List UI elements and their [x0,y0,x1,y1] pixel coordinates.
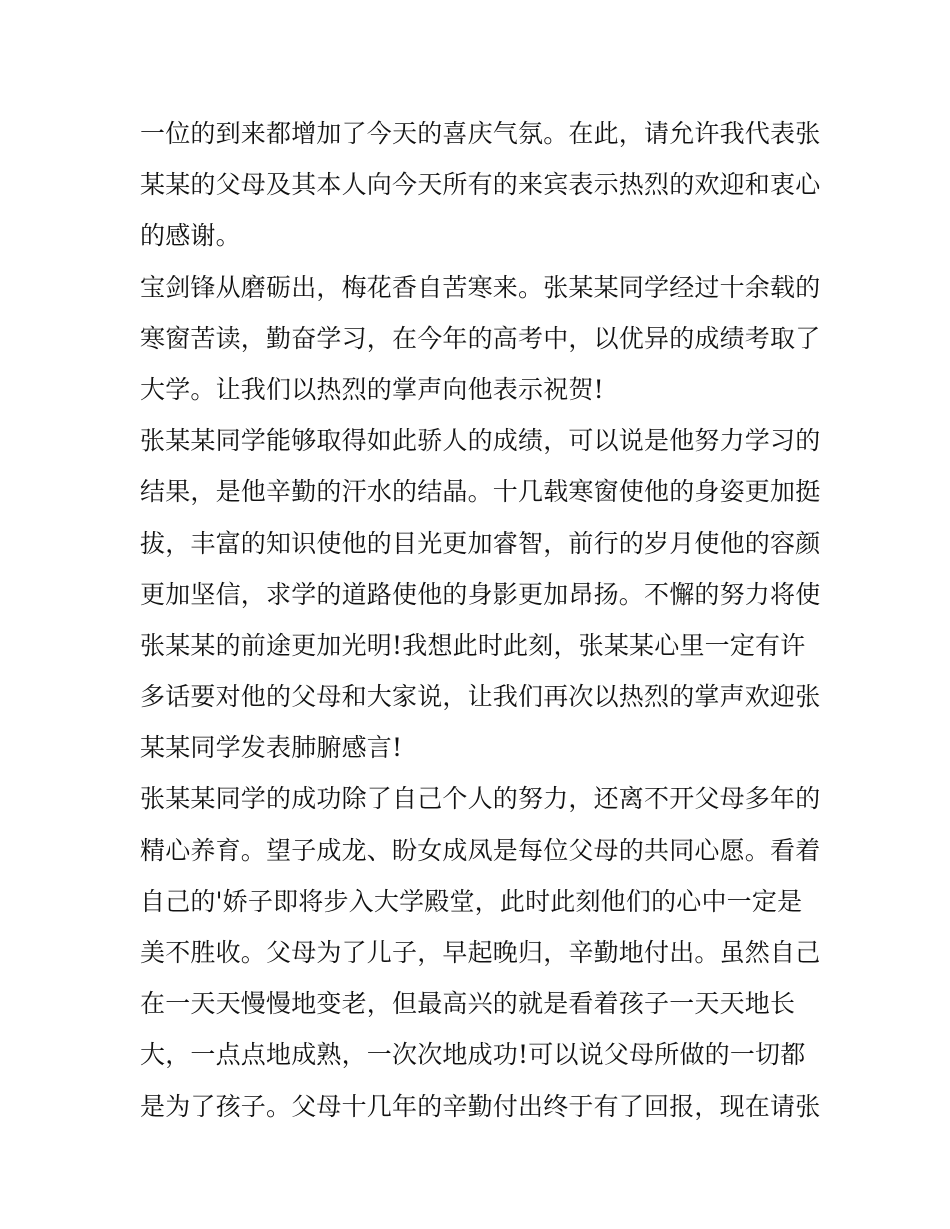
text-line: 结果，是他辛勤的汗水的结晶。十几载寒窗使他的身姿更加挺 [140,477,821,507]
text-line: 多话要对他的父母和大家说，让我们再次以热烈的掌声欢迎张 [140,682,821,712]
text-line: 张某某同学的成功除了自己个人的努力，还离不开父母多年的 [140,784,821,814]
document-page [140,108,820,1132]
text-line: 美不胜收。父母为了儿子，早起晚归，辛勤地付出。虽然自己 [140,938,821,967]
text-line: 宝剑锋从磨砺出，梅花香自苦寒来。张某某同学经过十余载的 [140,272,821,302]
text-line: 自己的'娇子即将步入大学殿堂，此时此刻他们的心中一定是 [140,886,803,916]
text-line: 张某某同学能够取得如此骄人的成绩，可以说是他努力学习的 [140,426,821,456]
text-line: 精心养育。望子成龙、盼女成凤是每位父母的共同心愿。看着 [140,835,821,865]
text-line: 某某的父母及其本人向今天所有的来宾表示热烈的欢迎和衷心 [140,170,821,200]
text-line: 大学。让我们以热烈的掌声向他表示祝贺! [140,374,604,404]
text-line: 是为了孩子。父母十几年的辛勤付出终于有了回报，现在请张 [140,1091,821,1121]
text-line: 拔，丰富的知识使他的目光更加睿智，前行的岁月使他的容颜 [140,528,821,558]
text-line: 更加坚信，求学的道路使他的身影更加昂扬。不懈的努力将使 [140,579,821,609]
text-line: 寒窗苦读，勤奋学习，在今年的高考中，以优异的成绩考取了 [140,323,821,353]
text-line: 一位的到来都增加了今天的喜庆气氛。在此，请允许我代表张 [140,119,821,148]
text-line: 大，一点点地成熟，一次次地成功!可以说父母所做的一切都 [140,1040,806,1070]
text-line: 某某同学发表肺腑感言! [140,733,403,763]
text-line: 的感谢。 [140,221,241,251]
text-line: 在一天天慢慢地变老，但最高兴的就是看着孩子一天天地长 [140,989,796,1019]
text-line: 张某某的前途更加光明!我想此时此刻，张某某心里一定有许 [140,630,806,660]
